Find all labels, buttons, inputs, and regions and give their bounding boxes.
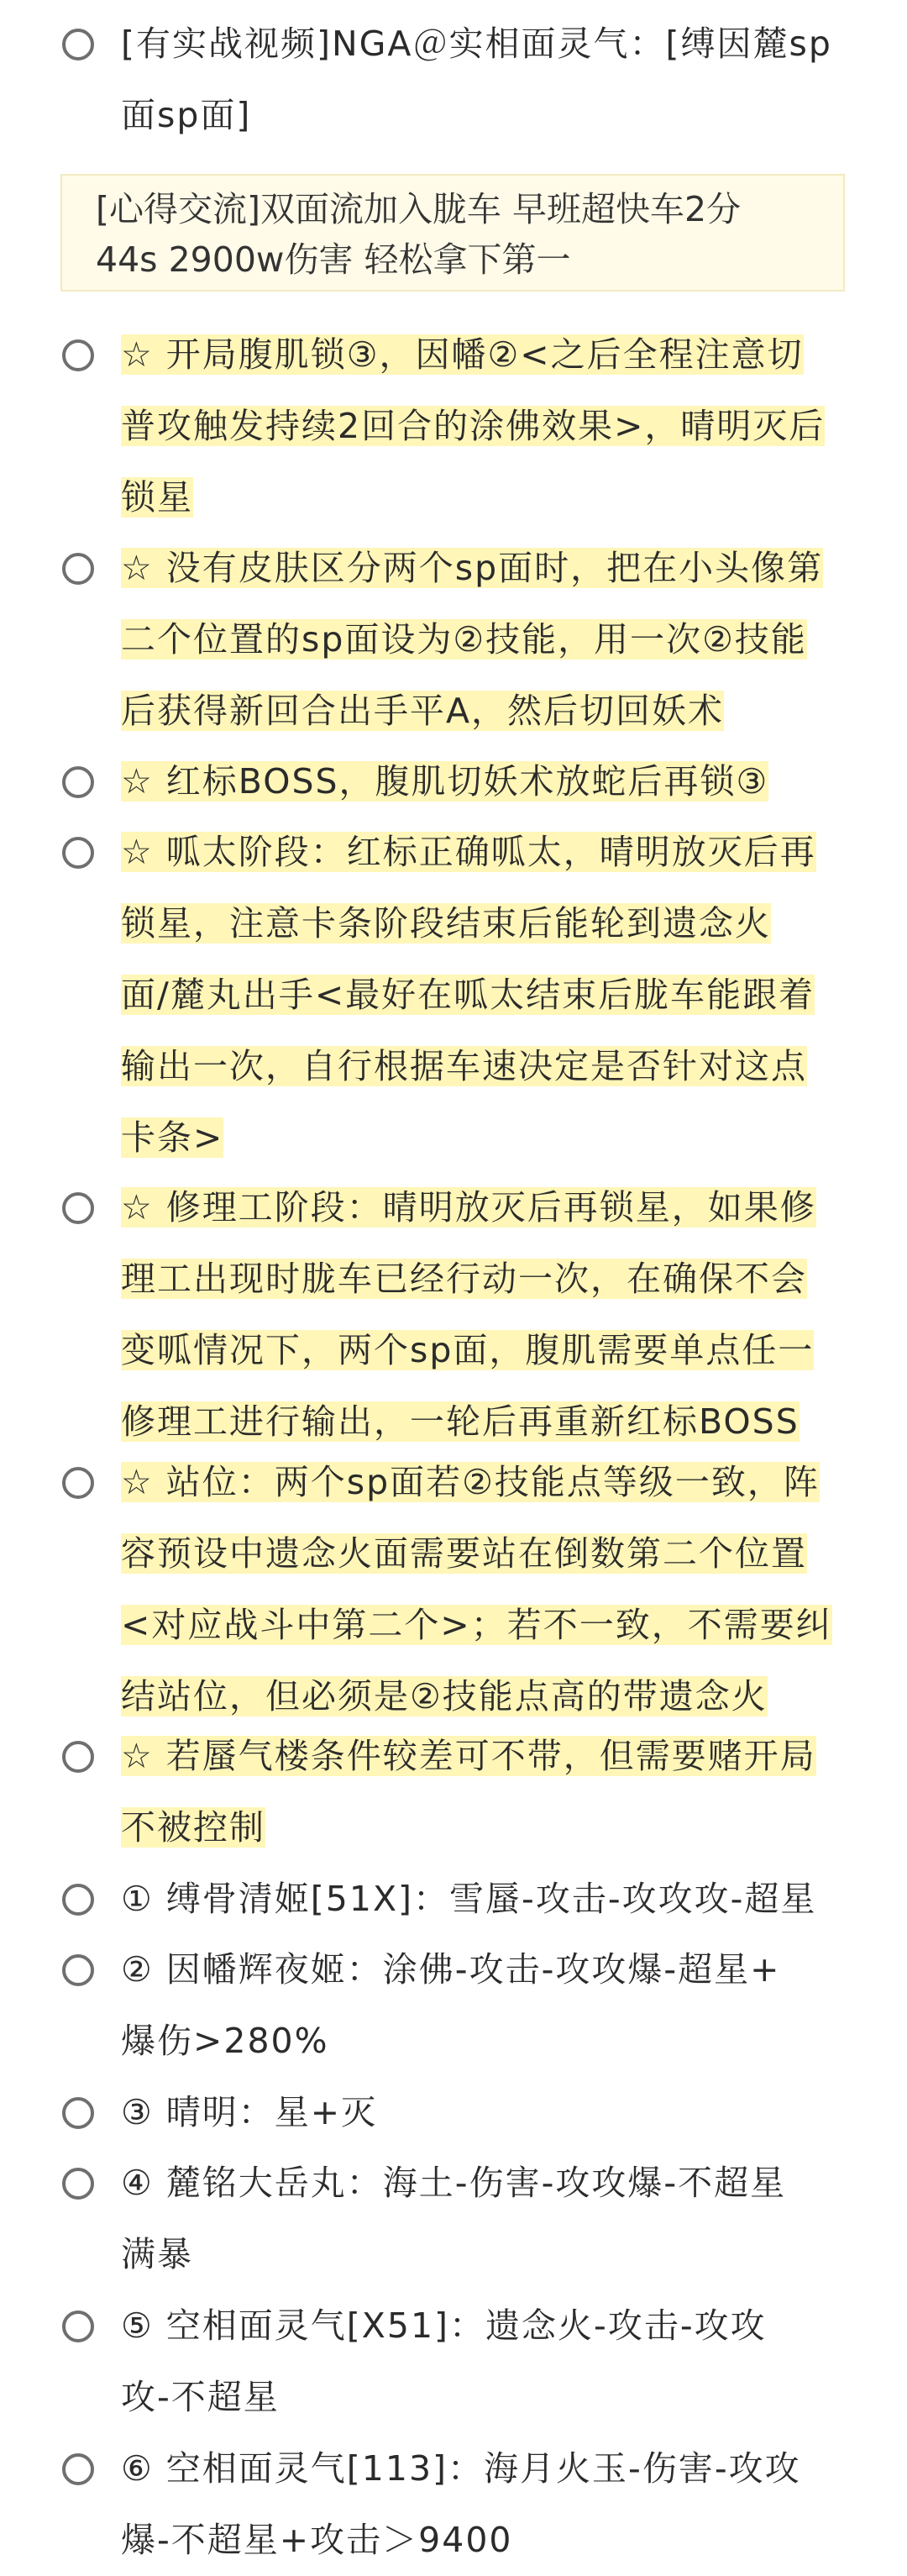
checkbox-circle[interactable] (62, 1741, 94, 1773)
checklist-item-text (121, 2148, 852, 2290)
text-line: 变呱情况下，两个sp面，腹肌需要单点任一 (121, 1330, 815, 1370)
checkbox-circle[interactable] (62, 2097, 94, 2129)
text-line: 理工出现时胧车已经行动一次，在确保不会 (121, 1259, 807, 1299)
text-line: ☆ 站位：两个sp面若②技能点等级一致，阵 (121, 1462, 820, 1502)
quote-block (60, 174, 845, 292)
checkbox-circle[interactable] (62, 2311, 94, 2342)
text-line: 锁星 (121, 477, 193, 518)
text-line: ☆ 呱太阶段：红标正确呱太，晴明放灭后再 (121, 832, 816, 872)
text-line: ① 缚骨清姬[51X]：雪蜃-攻击-攻攻攻-超星 (121, 1879, 817, 1919)
checklist-item-text (121, 1172, 852, 1458)
text-line: 面/麓丸出手<最好在呱太结束后胧车能跟着 (121, 975, 815, 1015)
text-line: ☆ 若蜃气楼条件较差可不带，但需要赌开局 (121, 1736, 816, 1776)
text-line: 二个位置的sp面设为②技能，用一次②技能 (121, 619, 807, 660)
checklist-item-text (121, 1447, 852, 1732)
checklist-item-text (121, 817, 852, 1174)
checkbox-circle[interactable] (62, 837, 94, 869)
text-line: 容预设中遗念火面需要站在倒数第二个位置 (121, 1533, 807, 1574)
checklist-item-text (121, 8, 852, 151)
text-line: 后获得新回合出手平A，然后切回妖术 (121, 691, 725, 731)
checkbox-circle[interactable] (62, 553, 94, 585)
quote-line: [心得交流]双面流加入胧车 早班超快车2分 (96, 189, 742, 229)
checkbox-circle[interactable] (62, 339, 94, 371)
text-line: 卡条> (121, 1117, 224, 1158)
text-line: ☆ 红标BOSS，腹肌切妖术放蛇后再锁③ (121, 761, 769, 802)
checkbox-circle[interactable] (62, 1192, 94, 1224)
text-line: [有实战视频]NGA＠实相面灵气：[缚因麓sp (121, 24, 832, 64)
text-line: 爆-不超星+攻击＞9400 (121, 2520, 513, 2560)
checkbox-circle[interactable] (62, 1467, 94, 1499)
checklist-item-text (121, 746, 852, 817)
text-line: ☆ 修理工阶段：晴明放灭后再锁星，如果修 (121, 1187, 816, 1228)
text-line: ⑥ 空相面灵气[113]：海月火玉-伤害-攻攻 (121, 2448, 801, 2489)
checkbox-circle[interactable] (62, 2168, 94, 2200)
text-line: ⑤ 空相面灵气[X51]：遗念火-攻击-攻攻 (121, 2305, 767, 2346)
text-line: <对应战斗中第二个>；若不一致，不需要纠 (121, 1605, 832, 1645)
text-line: ② 因幡辉夜姬：涂佛-攻击-攻攻爆-超星+ (121, 1949, 781, 1990)
checklist-item-text (121, 1864, 852, 1935)
text-line: 面sp面] (121, 95, 252, 135)
text-line: 修理工进行输出，一轮后再重新红标BOSS (121, 1401, 800, 1442)
quote-line: 44s 2900w伤害 轻松拿下第一 (96, 239, 571, 280)
checkbox-circle[interactable] (62, 2453, 94, 2485)
checklist-item-text (121, 2290, 852, 2433)
text-line: ④ 麓铭大岳丸：海土-伤害-攻攻爆-不超星 (121, 2163, 787, 2203)
text-line: 不被控制 (121, 1807, 265, 1848)
checklist-item-text (121, 2433, 852, 2576)
text-line: ☆ 没有皮肤区分两个sp面时，把在小头像第 (121, 548, 824, 588)
checklist-item-text (121, 533, 852, 747)
checkbox-circle[interactable] (62, 766, 94, 798)
text-line: ☆ 开局腹肌锁③，因幡②<之后全程注意切 (121, 334, 804, 375)
text-line: 满暴 (121, 2234, 193, 2274)
text-line: 结站位，但必须是②技能点高的带遗念火 (121, 1676, 768, 1716)
text-line: ③ 晴明：星+灭 (121, 2092, 378, 2132)
quote-text (96, 184, 818, 285)
text-line: 攻-不超星 (121, 2377, 280, 2417)
checklist-item-text (121, 2077, 852, 2148)
checkbox-circle[interactable] (62, 1954, 94, 1986)
checklist-item-text (121, 1934, 852, 2077)
text-line: 输出一次，自行根据车速决定是否针对这点 (121, 1046, 807, 1086)
checkbox-circle[interactable] (62, 1884, 94, 1916)
text-line: 普攻触发持续2回合的涂佛效果>，晴明灭后 (121, 406, 826, 446)
checkbox-circle[interactable] (62, 29, 94, 60)
checklist-item-text (121, 319, 852, 534)
text-line: 锁星，注意卡条阶段结束后能轮到遗念火 (121, 903, 771, 944)
text-line: 爆伤>280% (121, 2021, 329, 2061)
checklist-item-text (121, 1721, 852, 1864)
